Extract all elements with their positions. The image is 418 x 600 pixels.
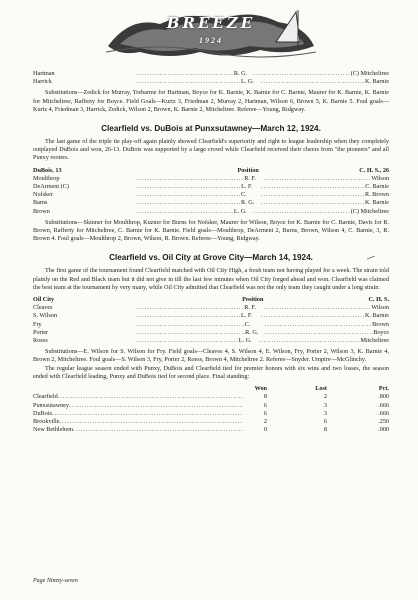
header-position: Position (237, 166, 259, 174)
player-right: Wilson (371, 174, 389, 182)
game1-heading: Clearfield vs. DuBois at Punxsutawney—March 12, 1924. (101, 124, 321, 134)
team-lost: 8 (323, 426, 327, 434)
lineup-row (33, 191, 389, 199)
lineup-row (33, 329, 389, 337)
team-name: Punxsutawney (33, 401, 70, 409)
player-right: Mitcheltree (360, 337, 389, 345)
header-right: C. H. S. (368, 296, 389, 304)
player-position: C. (244, 320, 251, 328)
standings-row (33, 410, 389, 418)
player-left: Cleaves (33, 304, 53, 312)
player-position: L. G. (238, 337, 252, 345)
lineup-row (33, 304, 389, 312)
player-position: R. G. (233, 70, 248, 77)
game1-lineup (33, 167, 389, 216)
banner-year: 1924 (199, 36, 223, 45)
player-position: R. F. (244, 174, 256, 182)
game0-summary: Substitutions—Zedick for Murray, Trebarme for Hartman, Boyce for K. Barnie, K. Barnie for C. Barnie, Maurer for K. Barnie, K. Barnie for Mitcheltree, Rafferty for Boyce. Field Goals—Kurtz 3, Friedman 2, Murray 2, Hartman, Wilson 6, Brown 5, K. Barnie 5. Foul goals—Kurtz 4, Friedman 3, Harrick, Zedick, Wilson 2, Brown, K. Barnie 2, Mitcheltree. Referee—Young, Ridgway. (33, 89, 389, 113)
game2-lineup (33, 296, 389, 345)
player-right: K. Barnie (364, 312, 389, 320)
header-position: Position (242, 296, 264, 304)
game1-summary: Substitutions—Skinner for Moulthrop, Kuzner for Burns for Nofsker, Maurer for Wilson, Boyce for K. Barnie for C. Barnie, Davis for R. Brown, Rafferty for Mitcheltree, C. Barnie for K. Barnie. Field goals—Moulthrop, DeArment 2, Burns, Brown, Wilson 4, C. Barnie, 3, R. Brown 4. Foul goals—Moulthrop 2, Brown, Wilson, R. Brown. Referee—Young, Ridgway. (33, 218, 389, 243)
header-won: Won (254, 385, 267, 393)
player-position: L. F. (241, 183, 253, 191)
player-position: L. F. (240, 312, 253, 320)
player-position: R. G. (245, 328, 259, 336)
standings-row (33, 418, 389, 426)
standings-row (33, 426, 389, 434)
player-left: Nofsker (33, 191, 53, 199)
player-position: R. G. (240, 199, 255, 207)
pencil-mark-icon (367, 256, 375, 260)
team-name: Brookville (33, 417, 60, 425)
player-left: Fry (33, 320, 42, 328)
player-right: Brown (372, 320, 389, 328)
header-lost: Lost (315, 385, 327, 393)
player-left: Moulthrop (33, 174, 60, 182)
lineup-header (33, 167, 389, 175)
team-won: 2 (263, 417, 267, 425)
header-left: Oil City (33, 296, 55, 304)
team-pct: .800 (378, 393, 389, 401)
lineup-row (33, 78, 389, 86)
breeze-banner (100, 6, 322, 62)
player-left: Hartman (33, 70, 55, 77)
player-right: K. Barnie (364, 199, 389, 207)
lineup-row (33, 208, 389, 216)
team-lost: 3 (323, 401, 327, 409)
team-pct: .250 (378, 417, 389, 425)
player-left: DeArment (C) (33, 183, 69, 191)
player-position: L. G. (233, 207, 247, 215)
lineup-row (33, 175, 389, 183)
player-position: L. G. (240, 78, 254, 86)
team-lost: 6 (323, 417, 327, 425)
game2-heading: Clearfield vs. Oil City at Grove City—March 14, 1924. (109, 253, 313, 263)
lineup-header (33, 296, 389, 304)
player-left: Barns (33, 199, 48, 207)
lineup-row (33, 70, 389, 78)
lineup-row (33, 199, 389, 207)
page-number: Page Ninety-seven (33, 578, 78, 584)
game0-lineup (33, 70, 389, 86)
standings-header (33, 385, 389, 393)
game1-intro: The last game of the triple tie play-off again plainly showed Clearfield's superiority and right to league leadership when they completely outplayed DuBois and won, 26-13. DuBois was supported by a large crowd while Clearfield received their cheers from "the pioneers" and all Punxy rooters. (33, 138, 389, 162)
game2-intro: The first game of the tournament found Clearfield matched with Oil City High, a fresh team not having played for a week. The strain told plainly on the Red and Black team but it did not give in till the last few minutes when Oil City forged ahead and won. Clearfield was claimed the best team at the tournament by very many, while Oil City admitted that Clearfield was not the only team they caught under a long strain. (33, 267, 389, 291)
player-left: Roess (33, 337, 48, 345)
player-position: C. (240, 191, 247, 199)
player-left: Brown (33, 207, 50, 215)
player-right: Boyce (373, 328, 389, 336)
standings-row (33, 393, 389, 401)
standings-table (33, 385, 389, 434)
team-pct: .666 (378, 401, 389, 409)
team-won: 6 (263, 409, 267, 417)
team-name: Clearfield (33, 393, 58, 401)
team-name: New Bethlehem (33, 426, 74, 434)
lineup-row (33, 321, 389, 329)
team-won: 8 (263, 393, 267, 401)
banner-title: BREEZE (166, 14, 256, 32)
player-position: R. F. (244, 304, 256, 312)
team-won: 0 (263, 426, 267, 434)
header-right: C. H. S., 26 (359, 166, 389, 174)
team-lost: 3 (323, 409, 327, 417)
team-pct: .666 (378, 409, 389, 417)
player-right: (C) Mitcheltree (350, 70, 389, 77)
player-left: S. Wilson (33, 312, 58, 320)
player-right: Wilson (371, 304, 389, 312)
lineup-row (33, 337, 389, 345)
lineup-row (33, 312, 389, 320)
player-right: C. Barnie (365, 183, 389, 191)
season-closing: The regular league season ended with Punxy, DuBois and Clearfield tied for premier honors with six wins and two losses, the season ended with Clearfield leading, Punxy and DuBois tied for second place. Final standing: (33, 364, 389, 380)
team-pct: .000 (378, 426, 389, 434)
game2-summary: Substitutions—E. Wilson for S. Wilson for Fry. Field goals—Cleaves 4, S. Wilson 4, E. Wilson, Fry, Porter 2, Wilson 3, K. Barnie 4, Brown 2, Mitcheltree. Foul goals—S. Wilson 3, Fry, Porter 2, Roess, Brown 4, Mitcheltree 2. Referee—Snyder. Umpire—McGlinchy. (33, 348, 389, 364)
player-left: Harrick (33, 78, 52, 86)
player-right: R. Brown (364, 191, 389, 199)
page-content (33, 70, 389, 434)
player-right: (C) Mitcheltree (350, 207, 389, 215)
lineup-row (33, 183, 389, 191)
team-won: 6 (263, 401, 267, 409)
player-left: Porter (33, 328, 49, 336)
team-lost: 2 (323, 393, 327, 401)
team-name: DuBois (33, 409, 52, 417)
header-left: DuBois, 13 (33, 166, 62, 174)
header-pct: Pct. (378, 385, 389, 393)
player-right: K. Barnie (364, 78, 389, 86)
standings-row (33, 402, 389, 410)
